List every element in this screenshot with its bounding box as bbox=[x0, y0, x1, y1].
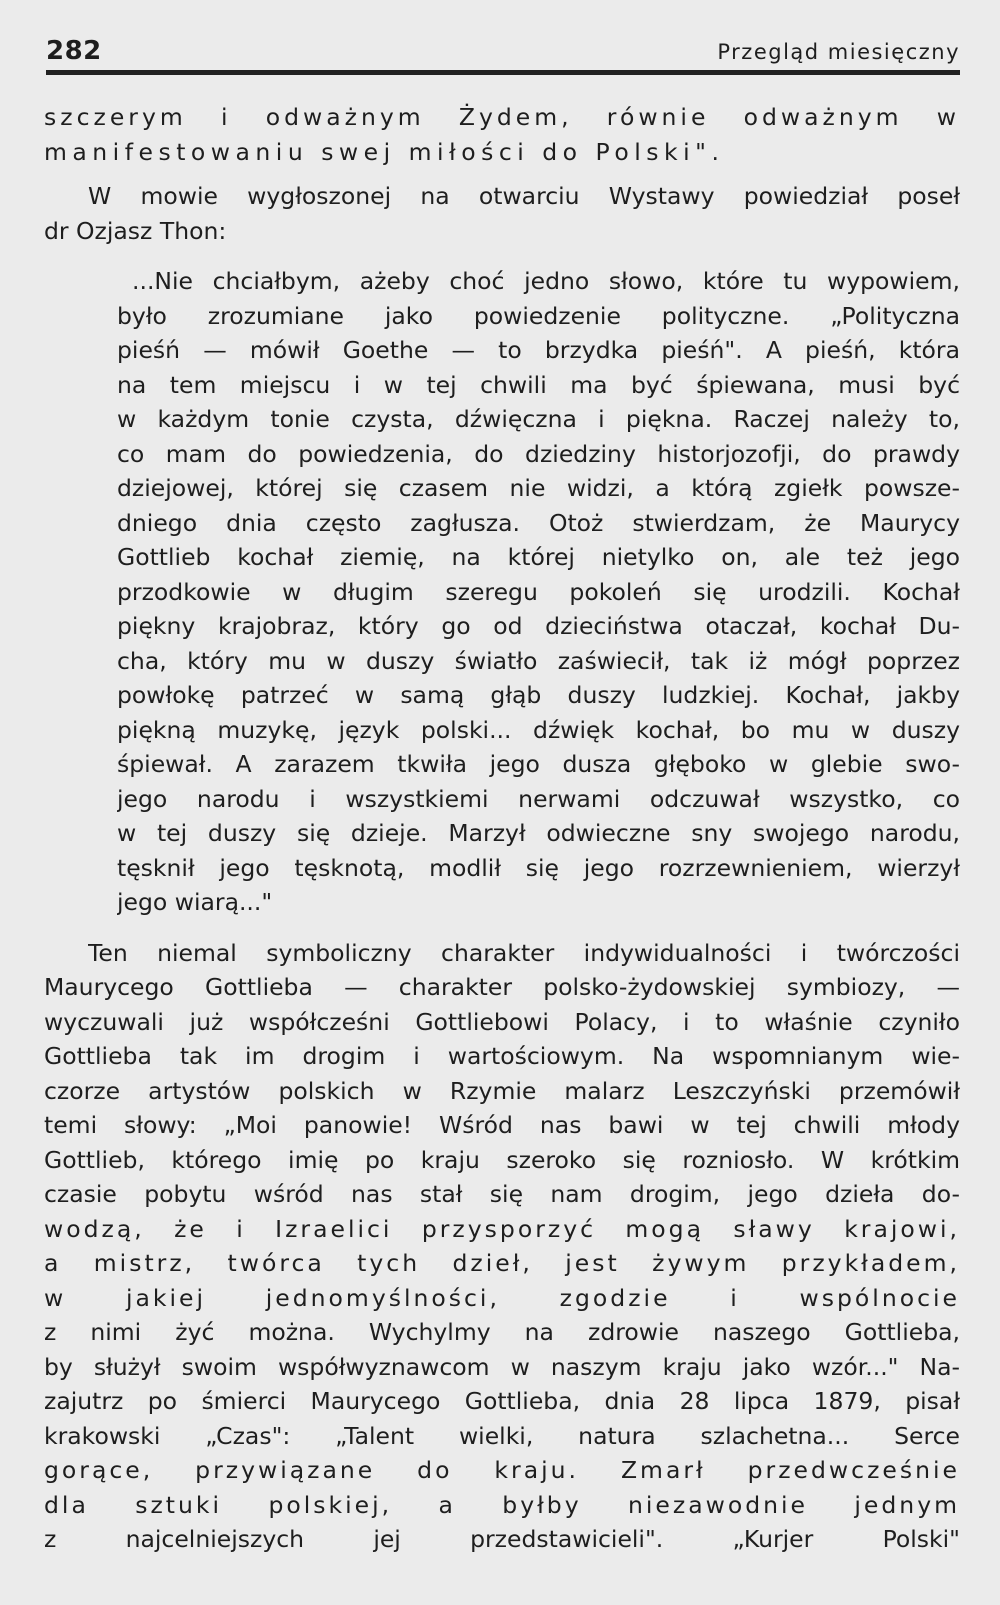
paragraph-symbiosis bbox=[44, 936, 960, 1557]
text-line: manifestowaniu swej miłości do Polski". bbox=[44, 137, 725, 166]
quote-line: śpiewał. A zarazem tkwiła jego dusza głęboko w glebie swo- bbox=[117, 750, 960, 778]
quote-line: w każdym tonie czysta, dźwięczna i piękna. Raczej należy to, bbox=[117, 405, 960, 433]
text-line: temi słowy: „Moi panowie! Wśród nas bawi w tej chwili młody bbox=[44, 1111, 960, 1139]
quote-line: Gottlieb kochał ziemię, na której nietylko on, ale też jego bbox=[117, 543, 960, 571]
running-title: Przegląd miesięczny bbox=[717, 40, 960, 64]
text-line: Ten niemal symboliczny charakter indywidualności i twórczości bbox=[88, 938, 960, 967]
quote-line: jego narodu i wszystkiemi nerwami odczuwał wszystko, co bbox=[117, 784, 960, 813]
text-line: zajutrz po śmierci Maurycego Gottlieba, dnia 28 lipca 1879, pisał bbox=[44, 1387, 960, 1415]
text-line: gorące, przywiązane do kraju. Zmarł przedwcześnie bbox=[44, 1456, 960, 1484]
quote-line: dniego dnia często zagłusza. Otoż stwierdzam, że Maurycy bbox=[117, 508, 960, 537]
quote-line: przodkowie w długim szeregu pokoleń się urodzili. Kochał bbox=[117, 577, 960, 606]
quote-line: tęsknił jego tęsknotą, modlił się jego rozrzewnieniem, wierzył bbox=[117, 853, 960, 882]
quote-line: piękną muzykę, język polski... dźwięk kochał, bo mu w duszy bbox=[117, 715, 960, 744]
text-line: by służył swoim współwyznawcom w naszym kraju jako wzór..." Na- bbox=[44, 1352, 960, 1381]
header-rule bbox=[46, 70, 960, 75]
text-line: dla sztuki polskiej, a byłby niezawodnie jednym bbox=[44, 1490, 960, 1519]
quote-line: powłokę patrzeć w samą głąb duszy ludzkiej. Kochał, jakby bbox=[117, 681, 960, 709]
quote-line: na tem miejscu i w tej chwili ma być śpiewana, musi być bbox=[117, 370, 960, 399]
quote-line: było zrozumiane jako powiedzenie polityczne. „Polityczna bbox=[117, 301, 960, 330]
text-line: w jakiej jednomyślności, zgodzie i wspólnocie bbox=[44, 1283, 960, 1312]
quote-line: ...Nie chciałbym, ażeby choć jedno słowo, które tu wypowiem, bbox=[132, 267, 960, 295]
page-number: 282 bbox=[46, 36, 102, 66]
quote-line: w tej duszy się dzieje. Marzył odwieczne sny swojego narodu, bbox=[117, 819, 960, 847]
paragraph-speech-intro bbox=[44, 179, 960, 248]
text-line: dr Ozjasz Thon: bbox=[44, 216, 227, 245]
quote-line: dziejowej, której się czasem nie widzi, a którą zgiełk powsze- bbox=[117, 474, 960, 502]
page-header bbox=[46, 36, 960, 72]
text-line: z nimi żyć można. Wychylmy na zdrowie naszego Gottlieba, bbox=[44, 1318, 960, 1346]
quote-line: cha, który mu w duszy światło zaświecił, tak iż mógł poprzez bbox=[117, 646, 960, 675]
quote-line: piękny krajobraz, który go od dzieciństwa otaczał, kochał Du- bbox=[117, 612, 960, 640]
paragraph-continuation bbox=[44, 100, 960, 169]
text-line: Maurycego Gottlieba — charakter polsko-żydowskiej symbiozy, — bbox=[44, 973, 960, 1001]
text-line: wodzą, że i Izraelici przysporzyć mogą sławy krajowi, bbox=[44, 1214, 960, 1243]
quote-line: co mam do powiedzenia, do dziedziny historjozofji, do prawdy bbox=[117, 439, 960, 468]
text-line: krakowski „Czas": „Talent wielki, natura szlachetna... Serce bbox=[44, 1421, 960, 1450]
text-line: szczerym i odważnym Żydem, równie odważnym w bbox=[44, 103, 960, 131]
text-line: W mowie wygłoszonej na otwarciu Wystawy powiedział poseł bbox=[88, 182, 960, 210]
block-quotation bbox=[44, 264, 960, 920]
text-line: wyczuwali już współcześni Gottliebowi Polacy, i to właśnie czyniło bbox=[44, 1007, 960, 1036]
text-line: a mistrz, twórca tych dzieł, jest żywym przykładem, bbox=[44, 1249, 960, 1277]
text-line: Gottlieb, którego imię po kraju szeroko się rozniosło. W krótkim bbox=[44, 1145, 960, 1174]
text-line: Gottlieba tak im drogim i wartościowym. Na wspomnianym wie- bbox=[44, 1042, 960, 1070]
quote-line: pieśń — mówił Goethe — to brzydka pieśń". A pieśń, która bbox=[117, 336, 960, 364]
text-line: z najcelniejszych jej przedstawicieli". „Kurjer Polski" bbox=[44, 1525, 960, 1553]
body-text bbox=[44, 100, 960, 1557]
text-line: czorze artystów polskich w Rzymie malarz Leszczyński przemówił bbox=[44, 1076, 960, 1105]
quote-line: jego wiarą..." bbox=[117, 888, 273, 916]
text-line: czasie pobytu wśród nas stał się nam drogim, jego dzieła do- bbox=[44, 1180, 960, 1208]
